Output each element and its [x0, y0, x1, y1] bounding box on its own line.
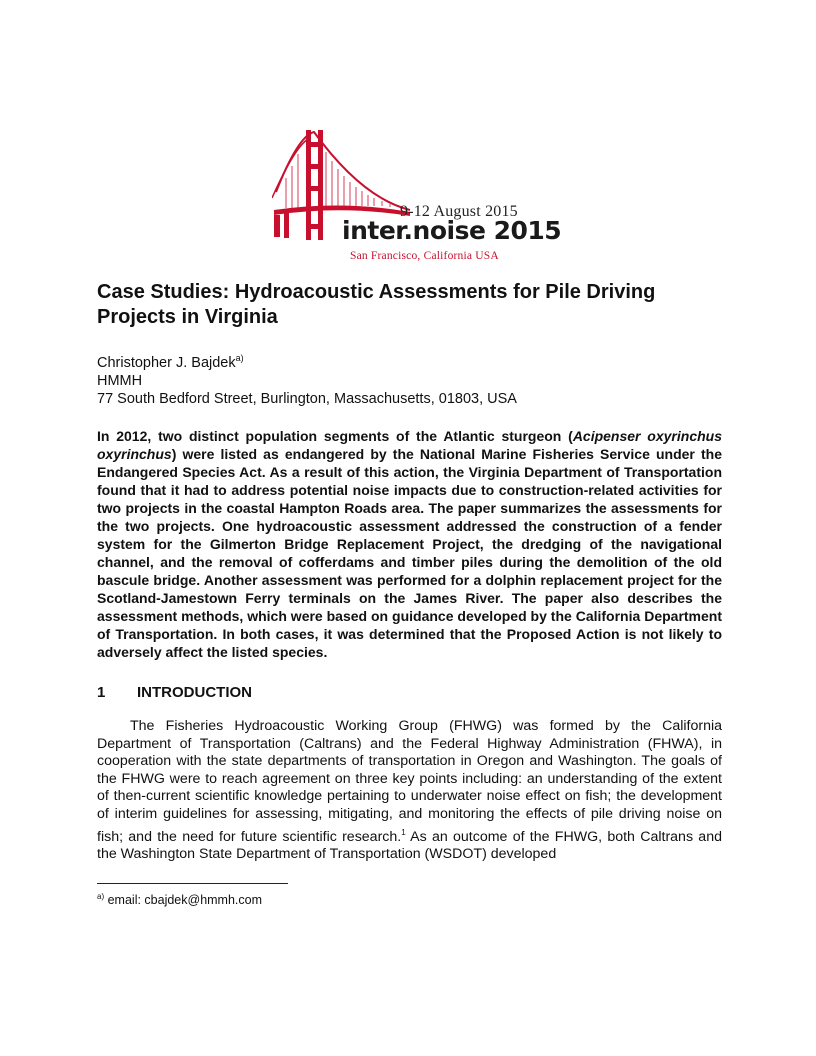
intro-text-continued: As an outcome of the FHWG, both Caltrans and the Washington State Department of Transportation (WSDOT) developed — [97, 828, 722, 863]
author-name: Christopher J. Bajdek — [97, 355, 236, 371]
section-title: INTRODUCTION — [137, 684, 252, 701]
species-name: Acipenser oxyrinchus oxyrinchus — [97, 428, 722, 462]
author-line — [97, 349, 517, 372]
section-number: 1 — [97, 684, 106, 701]
author-footnote-mark: a) — [235, 353, 244, 363]
footnote-email: email: cbajdek@hmmh.com — [104, 893, 263, 907]
introduction-paragraph — [97, 718, 722, 864]
author-affiliation: HMMH — [97, 373, 143, 389]
golden-gate-bridge-icon — [272, 128, 548, 268]
reference-mark: 1 — [401, 827, 406, 837]
footnote — [97, 892, 262, 907]
abstract-text-start: In 2012, two distinct population segments of the Atlantic sturgeon ( — [97, 428, 573, 444]
footnote-mark: a) — [97, 892, 105, 901]
author-address: 77 South Bedford Street, Burlington, Massachusetts, 01803, USA — [97, 391, 517, 407]
section-heading — [97, 684, 252, 701]
conference-date: 9-12 August 2015 — [400, 203, 518, 220]
footnote-divider — [97, 883, 288, 884]
conference-logo — [272, 128, 562, 268]
conference-location: San Francisco, California USA — [350, 250, 499, 262]
conference-name: inter.noise 2015 — [342, 216, 562, 245]
intro-text: The Fisheries Hydroacoustic Working Group (FHWG) was formed by the California Department of Transportation (Caltrans) and the Federal Highway Administration (FHWA), in cooperation with the state departments of transportation in Oregon and Washington. The goals of the FHWG were to reach agreement on three key points including: an understanding of the extent of then-current scientific knowledge pertaining to underwater noise effect on fish; the development of interim guidelines for assessing, mitigating, and monitoring the effects of pile driving noise on fish; and the need for future scientific research. — [97, 718, 722, 845]
abstract-text-rest: ) were listed as endangered by the National Marine Fisheries Service under the Endangered Species Act. As a result of this action, the Virginia Department of Transportation found that it had to address potential noise impacts due to construction-related activities for two projects in the coastal Hampton Roads area. The paper summarizes the assessments for the two projects. One hydroacoustic assessment addressed the construction of a fender system for the Gilmerton Bridge Replacement Project, the dredging of the navigational channel, and the removal of cofferdams and timber piles during the demolition of the old bascule bridge. Another assessment was performed for a dolphin replacement project for the Scotland-Jamestown Ferry terminals on the James River. The paper also describes the assessment methods, which were based on guidance developed by the California Department of Transportation. In both cases, it was determined that the Proposed Action is not likely to adversely affect the listed species. — [97, 446, 722, 660]
abstract — [97, 427, 722, 661]
author-block — [97, 349, 517, 408]
paper-title: Case Studies: Hydroacoustic Assessments for Pile Driving Projects in Virginia — [97, 281, 656, 328]
